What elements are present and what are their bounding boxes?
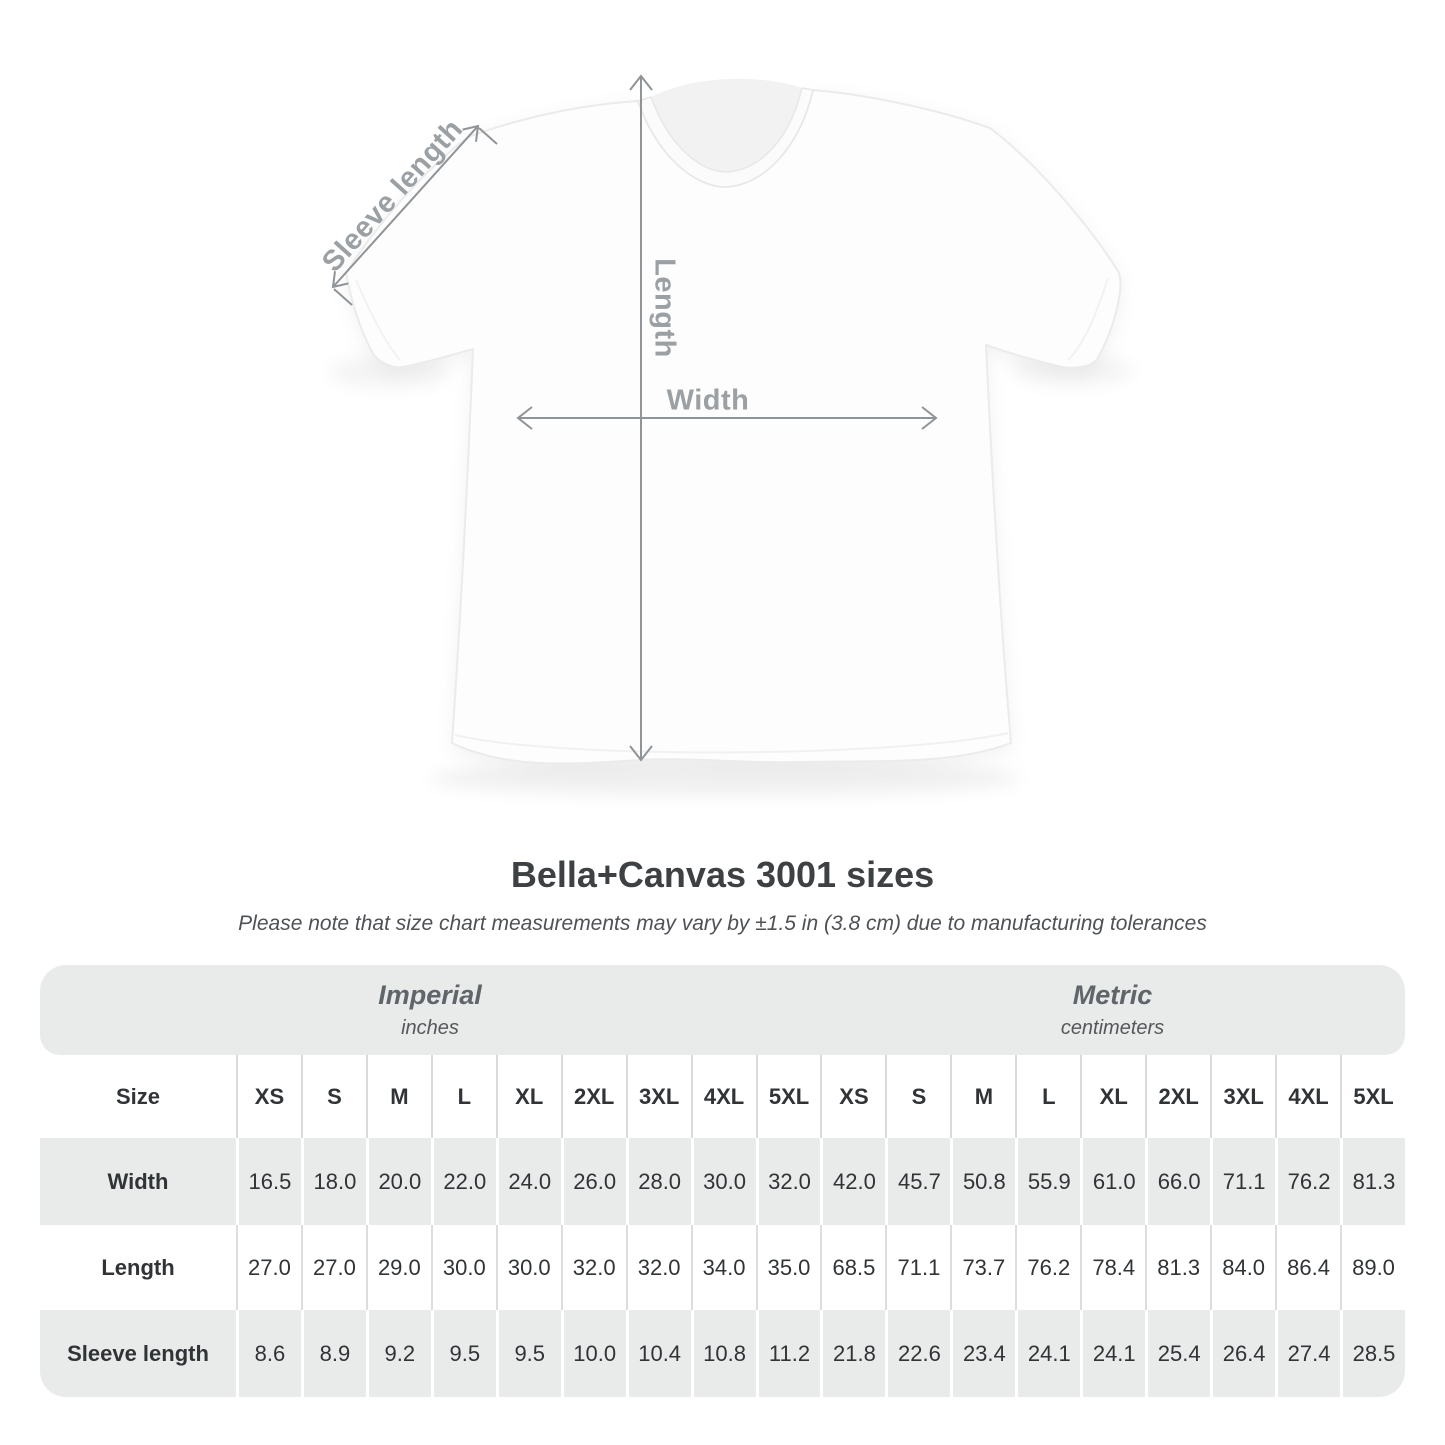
value-cell: 84.0: [1210, 1225, 1275, 1310]
value-cell: 27.4: [1275, 1310, 1340, 1397]
row-label: Width: [107, 1168, 169, 1194]
value-cell: 30.0: [431, 1225, 496, 1310]
sleeve-length-row: [40, 1310, 1405, 1397]
sleeve-length-label: Sleeve length: [316, 113, 470, 279]
value-cell: 32.0: [626, 1225, 691, 1310]
value-cell: 45.7: [885, 1138, 950, 1225]
size-cell: XS: [820, 1055, 885, 1138]
tshirt-illustration: [346, 79, 1120, 764]
tolerance-note: Please note that size chart measurements may vary by ±1.5 in (3.8 cm) due to manufacturing tolerances: [238, 912, 1207, 935]
value-cell: 42.0: [820, 1138, 885, 1225]
imperial-label: Imperial: [378, 980, 482, 1010]
value-cell: 71.1: [1210, 1138, 1275, 1225]
value-cell: 30.0: [496, 1225, 561, 1310]
size-cell: XL: [496, 1055, 561, 1138]
value-cell: 78.4: [1080, 1225, 1145, 1310]
metric-unit: centimeters: [1060, 1017, 1165, 1039]
value-cell: 28.5: [1340, 1310, 1405, 1397]
metric-group-header: [820, 965, 1405, 1055]
value-cell: 73.7: [950, 1225, 1015, 1310]
value-cell: 55.9: [1015, 1138, 1080, 1225]
value-cell: 34.0: [691, 1225, 756, 1310]
value-cell: 89.0: [1340, 1225, 1405, 1310]
value-cell: 76.2: [1015, 1225, 1080, 1310]
size-cell: XS: [236, 1055, 301, 1138]
size-cell: XL: [1080, 1055, 1145, 1138]
value-cell: 61.0: [1080, 1138, 1145, 1225]
page-title: Bella+Canvas 3001 sizes: [510, 854, 935, 895]
size-cell: M: [950, 1055, 1015, 1138]
value-cell: 32.0: [561, 1225, 626, 1310]
value-cell: 11.2: [756, 1310, 821, 1397]
size-cell: 2XL: [561, 1055, 626, 1138]
size-cell: 4XL: [1275, 1055, 1340, 1138]
value-cell: 23.4: [950, 1310, 1015, 1397]
size-cell: S: [885, 1055, 950, 1138]
value-cell: 24.1: [1080, 1310, 1145, 1397]
value-cell: 76.2: [1275, 1138, 1340, 1225]
value-cell: 9.5: [431, 1310, 496, 1397]
length-row: [40, 1225, 1405, 1310]
size-cell: L: [431, 1055, 496, 1138]
size-cell: L: [1015, 1055, 1080, 1138]
size-cell: 5XL: [1340, 1055, 1405, 1138]
value-cell: 27.0: [236, 1225, 301, 1310]
value-cell: 9.2: [366, 1310, 431, 1397]
value-cell: 24.0: [496, 1138, 561, 1225]
value-cell: 32.0: [756, 1138, 821, 1225]
value-cell: 24.1: [1015, 1310, 1080, 1397]
value-cell: 81.3: [1145, 1225, 1210, 1310]
value-cell: 22.0: [431, 1138, 496, 1225]
size-cell: 3XL: [1210, 1055, 1275, 1138]
size-cell: 4XL: [691, 1055, 756, 1138]
heading-block: [0, 853, 1445, 937]
value-cell: 8.6: [236, 1310, 301, 1397]
value-cell: 26.0: [561, 1138, 626, 1225]
value-cell: 9.5: [496, 1310, 561, 1397]
size-cell: 3XL: [626, 1055, 691, 1138]
value-cell: 8.9: [301, 1310, 366, 1397]
value-cell: 71.1: [885, 1225, 950, 1310]
value-cell: 30.0: [691, 1138, 756, 1225]
value-cell: 50.8: [950, 1138, 1015, 1225]
row-label: Length: [101, 1254, 175, 1280]
imperial-group-header: [40, 965, 820, 1055]
value-cell: 10.4: [626, 1310, 691, 1397]
value-cell: 35.0: [756, 1225, 821, 1310]
row-label: Sleeve length: [67, 1340, 209, 1366]
size-cell: 5XL: [756, 1055, 821, 1138]
unit-group-header-row: [40, 965, 1405, 1055]
size-cell: 2XL: [1145, 1055, 1210, 1138]
value-cell: 86.4: [1275, 1225, 1340, 1310]
imperial-unit: inches: [401, 1017, 459, 1039]
metric-label: Metric: [1072, 980, 1153, 1010]
value-cell: 22.6: [885, 1310, 950, 1397]
size-cell: S: [301, 1055, 366, 1138]
value-cell: 10.8: [691, 1310, 756, 1397]
value-cell: 18.0: [301, 1138, 366, 1225]
size-table: [40, 965, 1405, 1397]
value-cell: 21.8: [820, 1310, 885, 1397]
size-column-header: Size: [115, 1083, 161, 1109]
length-label: Length: [648, 258, 681, 358]
value-cell: 10.0: [561, 1310, 626, 1397]
size-header-row: [40, 1055, 1405, 1138]
width-row: [40, 1138, 1405, 1225]
value-cell: 25.4: [1145, 1310, 1210, 1397]
value-cell: 28.0: [626, 1138, 691, 1225]
value-cell: 26.4: [1210, 1310, 1275, 1397]
value-cell: 20.0: [366, 1138, 431, 1225]
width-label: Width: [666, 384, 750, 417]
value-cell: 16.5: [236, 1138, 301, 1225]
value-cell: 66.0: [1145, 1138, 1210, 1225]
value-cell: 68.5: [820, 1225, 885, 1310]
value-cell: 81.3: [1340, 1138, 1405, 1225]
value-cell: 29.0: [366, 1225, 431, 1310]
size-cell: M: [366, 1055, 431, 1138]
value-cell: 27.0: [301, 1225, 366, 1310]
